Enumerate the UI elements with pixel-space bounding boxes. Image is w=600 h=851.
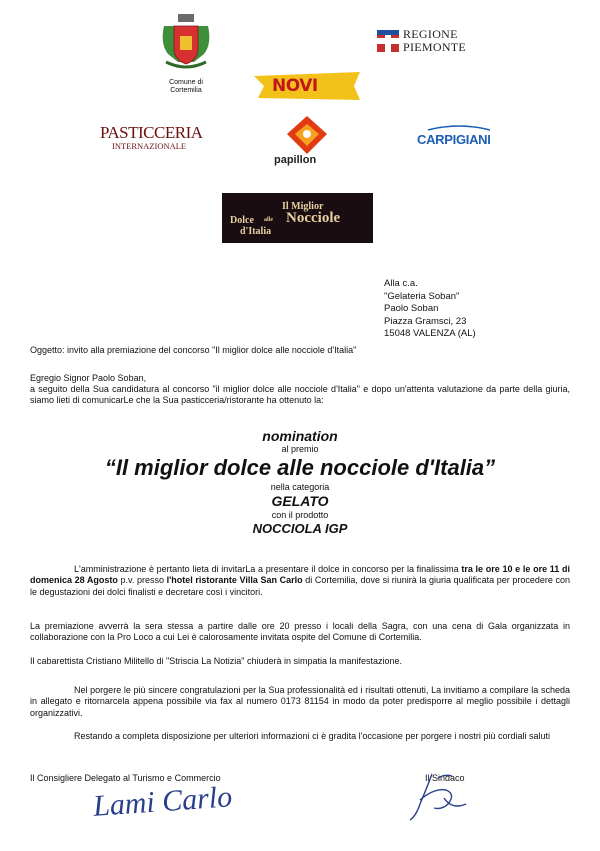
gala-paragraph: La premiazione avverrà la sera stessa a partire dalle ore 20 presso i locali della Sagra, con una cena di Gala organizzata in collaborazione con la Pro Loco a cui Lei è calorosamente invitata ospite del Comune di Cortemilia. [30,621,570,643]
left-signatory-title: Il Consigliere Delegato al Turismo e Commercio [30,773,221,783]
regione-line2: PIEMONTE [403,40,467,54]
papillon-logo [272,114,346,174]
comune-logo [158,14,214,94]
banner-part5: d'Italia [240,226,272,237]
novi-logo [254,72,360,100]
regione-shield-icon [377,30,399,52]
award-nomination: nomination [262,428,338,444]
invitation-paragraph [30,564,570,598]
address-name1: "Gelateria Soban" [384,290,460,302]
left-signature: Lami Carlo [92,780,234,823]
address-street: Piazza Gramsci, 23 [384,315,467,327]
papillon-emblem-icon [285,114,329,156]
award-con-il-prodotto: con il prodotto [271,510,329,520]
invitation-text-a: L'amministrazione è pertanto lieta di invitarLa a presentare il dolce in concorso per la finalissima [74,564,462,574]
contest-banner [222,193,373,243]
greeting: Egregio Signor Paolo Soban, [30,373,147,383]
regione-logo [377,28,487,56]
pasticceria-line1: PASTICCERIA [100,123,203,142]
subject-line: Oggetto: invito alla premiazione del concorso "Il miglior dolce alle nocciole d'Italia" [30,345,357,355]
right-signature-icon [404,770,474,826]
comedian-paragraph: Il cabarettista Cristiano Militello di "Striscia La Notizia" chiuderà in simpatia la manifestazione. [30,656,403,666]
closing-paragraph: Restando a completa disposizione per ulteriori informazioni ci è gradita l'occasione per porgere i nostri più cordiali saluti [74,731,550,741]
carpigiani-text: CARPIGIANI [417,132,491,147]
novi-text: NOVI [272,76,318,96]
congratulations-paragraph: Nel porgere le più sincere congratulazioni per la Sua professionalità ed i risultati ottenuti, La invitiamo a compilare la scheda in allegato e ritornarcela appena possibile via fax al numero 0173 81154 in modo da poter predisporre al meglio possibile i dettagli organizzativi. [30,685,570,718]
invitation-text-e: di Cortemilia, dove si riunirà la giuria qualificata per procedere con le degustazioni dei dolci finalisti e decretare così i vincitori. [30,575,571,597]
banner-part1: Il Miglior [282,201,324,212]
address-city: 15048 VALENZA (AL) [384,328,476,339]
comune-label-line2: Cortemilia [170,87,202,94]
papillon-text: papillon [274,154,317,166]
comune-label-line1: Comune di [169,79,203,86]
award-category: GELATO [271,493,329,509]
award-block [0,428,600,536]
address-attn: Alla c.a. [384,278,418,289]
invitation-time: tra le ore 10 e le ore 11 di domenica 28 Agosto [30,564,570,586]
award-al-premio: al premio [281,444,319,454]
award-product: NOCCIOLA IGP [252,521,348,536]
invitation-text-c: p.v. presso [117,575,167,586]
banner-part4: Nocciole [286,210,341,226]
carpigiani-logo [414,124,504,150]
recipient-address [384,278,564,341]
address-name2: Paolo Soban [384,303,439,314]
right-signatory-title: Il Sindaco [425,773,465,783]
award-nella-categoria: nella categoria [270,482,330,492]
invitation-venue: l'hotel ristorante Villa San Carlo [166,575,303,586]
coat-of-arms-icon [158,14,214,74]
intro-paragraph: a seguito della Sua candidatura al concorso "il miglior dolce alle nocciole d'Italia" e dopo un'attenta valutazione da parte della giuria, siamo lieti di comunicarLe che la Sua pasticceria/ristorante ha ottenuto la: [30,384,570,406]
banner-part3: alle [264,217,273,223]
regione-line1: REGIONE [403,27,458,41]
banner-part2: Dolce [230,215,254,226]
pasticceria-logo [100,124,210,151]
pasticceria-line2: INTERNAZIONALE [112,141,187,151]
award-title: “Il miglior dolce alle nocciole d'Italia” [104,455,496,480]
